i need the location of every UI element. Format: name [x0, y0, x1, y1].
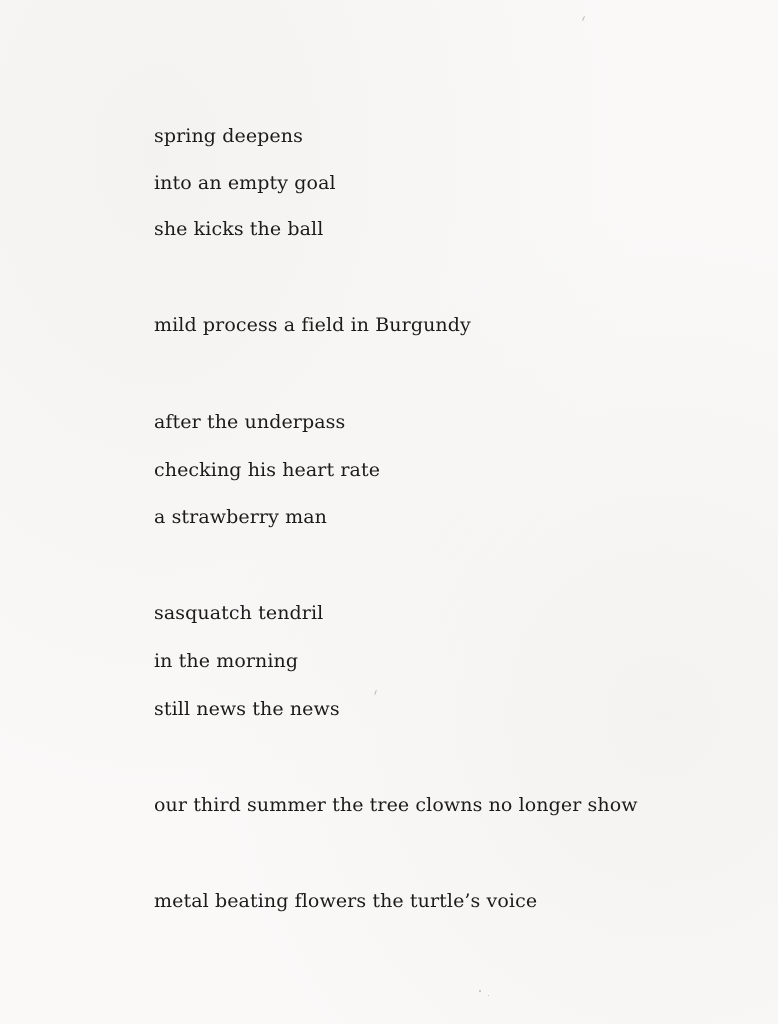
poem-line: after the underpass — [154, 411, 346, 433]
paper-speck — [479, 990, 481, 992]
poem-line: a strawberry man — [154, 506, 327, 528]
poem-line: mild process a field in Burgundy — [154, 314, 471, 336]
poem-line: our third summer the tree clowns no longer show — [154, 794, 638, 816]
poem-line: still news the news — [154, 698, 340, 720]
paper-speck — [582, 16, 585, 21]
poem-line: metal beating flowers the turtle’s voice — [154, 890, 538, 912]
poem-line: checking his heart rate — [154, 459, 381, 481]
poem-line: spring deepens — [154, 125, 303, 147]
poem-line: in the morning — [154, 650, 299, 672]
paper-speck — [374, 690, 377, 695]
poem-line: into an empty goal — [154, 172, 336, 194]
paper-speck — [488, 995, 489, 996]
poem-line: sasquatch tendril — [154, 602, 324, 624]
poem-line: she kicks the ball — [154, 218, 324, 240]
